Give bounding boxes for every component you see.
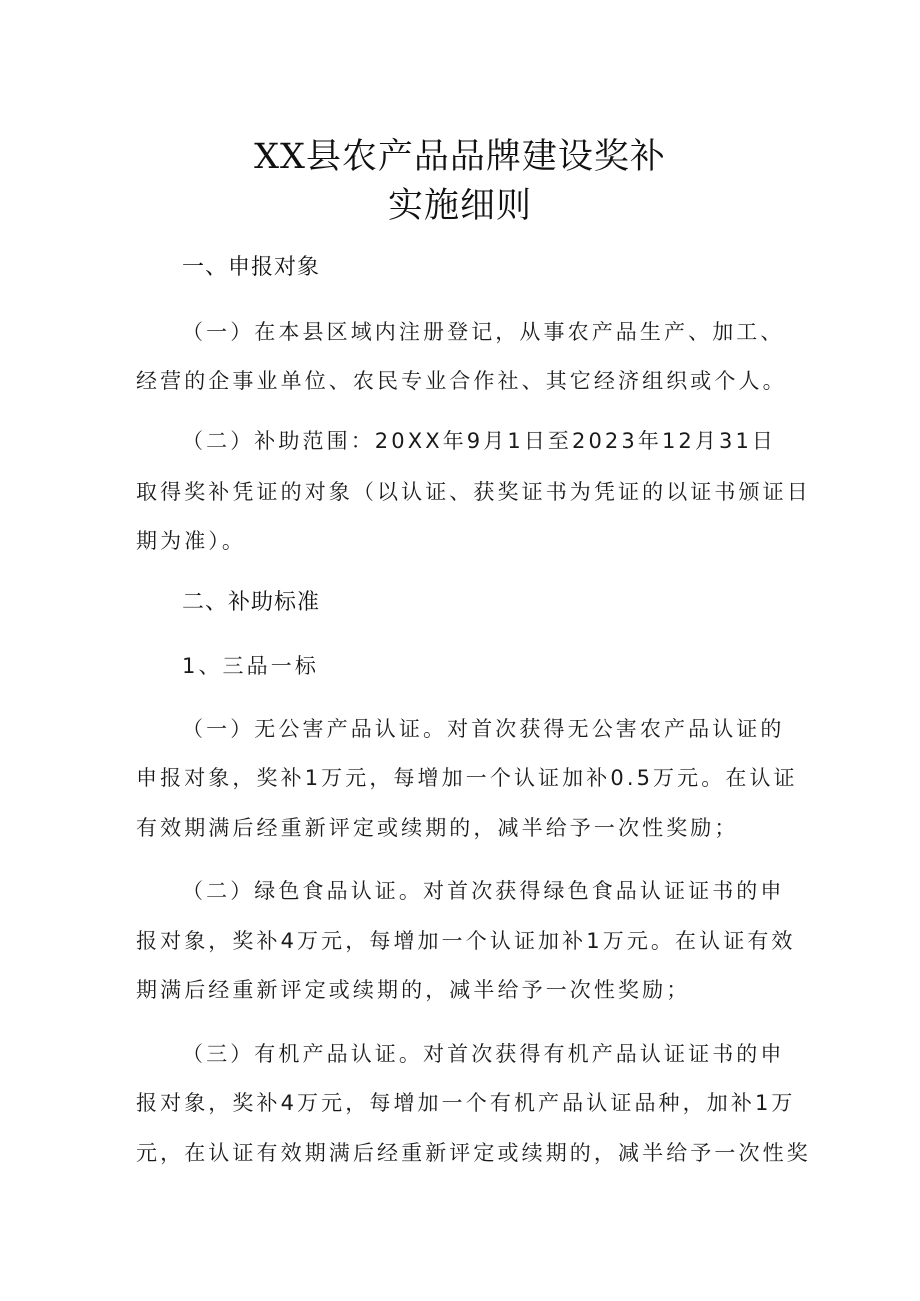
- paragraph-line: （二）绿色食品认证。对首次获得绿色食品认证证书的申: [182, 879, 785, 903]
- paragraph-line: （三）有机产品认证。对首次获得有机产品认证证书的申: [182, 1042, 785, 1066]
- paragraph-line: （一）在本县区域内注册登记，从事农产品生产、加工、: [182, 320, 785, 344]
- section-heading-applicants: 一、申报对象: [182, 255, 321, 280]
- paragraph-line: 期为准）。: [136, 529, 246, 553]
- paragraph-line: （一）无公害产品认证。对首次获得无公害农产品认证的: [182, 717, 785, 741]
- paragraph-line: 有效期满后经重新评定或续期的，减半给予一次性奖励；: [136, 816, 739, 840]
- paragraph-line: 取得奖补凭证的对象（以认证、获奖证书为凭证的以证书颁证日: [136, 480, 811, 504]
- paragraph-line: 报对象，奖补4万元，每增加一个认证加补1万元。在认证有效: [136, 929, 796, 953]
- document-title-line1: XX县农产品品牌建设奖补: [254, 137, 666, 177]
- paragraph-line: 申报对象，奖补1万元，每增加一个认证加补0.5万元。在认证: [136, 766, 798, 790]
- section-heading-subsidy-standard: 二、补助标准: [182, 590, 321, 615]
- paragraph-line: （二）补助范围：20XX年9月1日至2023年12月31日: [182, 429, 777, 453]
- document-title-line2: 实施细则: [387, 186, 532, 226]
- paragraph-line: 经营的企事业单位、农民专业合作社、其它经济组织或个人。: [136, 369, 787, 393]
- paragraph-line: 期满后经重新评定或续期的，减半给予一次性奖励；: [136, 978, 691, 1002]
- subsection-heading: 1、三品一标: [182, 654, 319, 678]
- paragraph-line: 报对象，奖补4万元，每增加一个有机产品认证品种，加补1万: [136, 1091, 796, 1115]
- paragraph-line: 元，在认证有效期满后经重新评定或续期的，减半给予一次性奖: [136, 1141, 811, 1165]
